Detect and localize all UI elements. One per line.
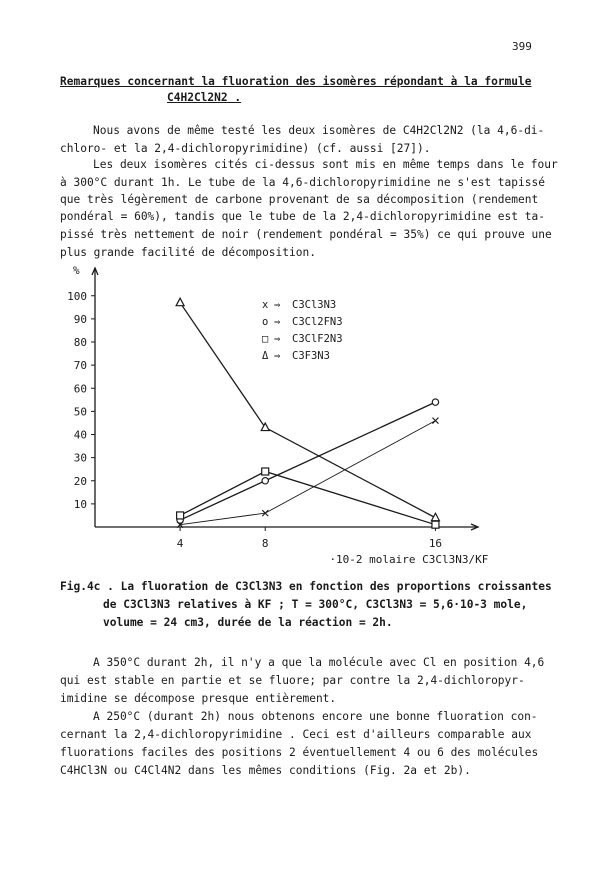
legend-symbol: o [262,316,269,328]
paragraph-line: fluorations faciles des positions 2 éventuellement 4 ou 6 des molécules [60,746,539,759]
y-tick-label: 20 [73,474,87,488]
legend-label: C3Cl2FN3 [292,316,343,328]
series-line-circle [180,402,435,520]
paragraph-line: à 300°C durant 1h. Le tube de la 4,6-dichloropyrimidine ne s'est tapissé [60,176,545,189]
chart-ticks [67,290,442,550]
data-point-square [262,468,269,475]
data-point-circle [262,478,268,484]
legend-arrow: ⇒ [274,333,281,345]
legend-arrow: ⇒ [274,316,281,328]
y-tick-label: 40 [73,428,87,442]
chart-legend [262,299,343,362]
paragraph-line: qui est stable en partie et se fluore; par contre la 2,4-dichloropyr- [60,674,525,687]
legend-label: C3Cl3N3 [292,299,337,311]
paragraph-line: imidine se décompose presque entièrement. [60,692,337,705]
paragraph-line: A 250°C (durant 2h) nous obtenons encore une bonne fluoration con- [93,710,538,723]
legend-arrow: ⇒ [274,299,281,311]
x-tick-label: 4 [176,537,184,550]
x-axis-label: ·10-2 molaire C3Cl3N3/KF [329,553,489,566]
x-tick-label: 16 [428,537,443,550]
y-tick-label: 80 [73,336,87,349]
data-point-x [432,418,438,424]
paragraph-line: plus grande facilité de décomposition. [60,246,316,259]
data-point-circle [432,399,438,405]
y-tick-label: 90 [73,312,87,326]
legend-arrow: ⇒ [274,350,281,362]
paragraph-line: Nous avons de même testé les deux isomères de C4H2Cl2N2 (la 4,6-di- [93,124,545,137]
legend-item-square [262,333,343,345]
legend-item-x [262,299,336,311]
figure-caption: Fig.4c . La fluoration de C3Cl3N3 en fonction des proportions croissantes [60,580,552,593]
y-tick-label: 50 [73,405,87,419]
y-tick-label: 10 [73,497,87,511]
paragraph-line: que très légèrement de carbone provenant de sa décomposition (rendement [60,193,539,206]
paragraph-line: cernant la 2,4-dichloropyrimidine . Ceci est d'ailleurs comparable aux [60,728,532,741]
section-heading-formula: C4H2Cl2N2 . [167,91,242,104]
legend-label: C3ClF2N3 [292,333,343,345]
legend-symbol: x [262,299,269,311]
data-point-square [432,521,439,528]
data-point-triangle [176,298,184,306]
figure-caption-line: de C3Cl3N3 relatives à KF ; T = 300°C, C3Cl3N3 = 5,6·10-3 mole, [103,598,528,611]
y-tick-label: 70 [73,359,87,373]
y-tick-label: 60 [73,382,87,396]
page-number: 399 [512,40,532,53]
legend-symbol: Δ [262,350,269,362]
paragraph-line: chloro- et la 2,4-dichloropyrimidine) (cf. aussi [27]). [60,142,431,155]
paragraph-line: Les deux isomères cités ci-dessus sont mis en même temps dans le four [93,158,558,171]
legend-label: C3F3N3 [292,350,330,362]
data-point-square [177,512,184,519]
y-axis-label: % [73,264,80,277]
chart-axes [73,264,488,566]
legend-item-triangle [262,350,330,362]
y-tick-label: 30 [73,451,87,465]
paragraph-line: pissé très nettement de noir (rendement pondéral = 35%) ce qui prouve une [60,228,552,241]
legend-item-circle [262,316,343,328]
section-heading: Remarques concernant la fluoration des isomères répondant à la formule [60,75,532,88]
paragraph-line: C4HCl3N ou C4Cl4N2 dans les mêmes conditions (Fig. 2a et 2b). [60,764,471,777]
x-tick-label: 8 [261,537,269,550]
paragraph-line: pondéral = 60%), tandis que le tube de la 2,4-dichloropyrimidine est ta- [60,210,545,223]
y-tick-label: 100 [67,289,87,303]
legend-symbol: □ [262,333,269,345]
paragraph-line: A 350°C durant 2h, il n'y a que la molécule avec Cl en position 4,6 [93,656,545,669]
series-line-x [180,421,435,525]
figure-caption-line: volume = 24 cm3, durée de la réaction = 2h. [103,616,393,629]
